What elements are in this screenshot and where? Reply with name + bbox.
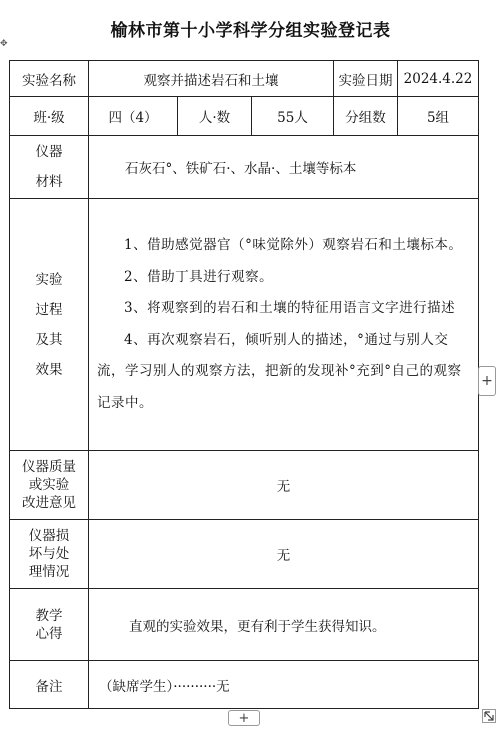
table-row bbox=[10, 661, 479, 709]
process-label-line: 实验 bbox=[35, 271, 63, 288]
process-item: 4、再次观察岩石，倾听别人的描述，°通过与别人交流，学习别人的观察方法，把新的发现补°充到°自己的观察记录中。 bbox=[97, 331, 462, 411]
materials-label-line: 仪器 bbox=[35, 144, 63, 160]
exp-name-value[interactable]: 观察并描述岩石和土壤 bbox=[89, 61, 334, 97]
process-label-line: 效果 bbox=[35, 361, 63, 378]
people-value[interactable]: 55人 bbox=[252, 97, 334, 136]
groups-label: 分组数 bbox=[334, 97, 398, 136]
materials-value[interactable]: 石灰石°、铁矿石·、水晶·、土壤等标本 bbox=[89, 136, 479, 199]
class-value[interactable]: 四（4） bbox=[89, 97, 178, 136]
add-column-button[interactable]: + bbox=[478, 366, 496, 396]
damage-value[interactable]: 无 bbox=[89, 520, 479, 589]
insight-value[interactable]: 直观的实验效果，更有利于学生获得知识。 bbox=[89, 589, 479, 661]
people-label: 人·数 bbox=[178, 97, 252, 136]
damage-label-line: 仪器损 bbox=[28, 528, 70, 544]
process-item: 2、借助丁具进行观察。 bbox=[124, 268, 274, 285]
insight-label-line: 教学 bbox=[35, 607, 63, 624]
materials-label-line: 材料 bbox=[35, 174, 63, 190]
process-label-line: 及其 bbox=[35, 331, 63, 348]
quality-label-line: 仪器质量 bbox=[22, 459, 76, 475]
table-row bbox=[10, 97, 479, 136]
exp-name-label: 实验名称 bbox=[10, 61, 89, 97]
document-title: 榆林市第十小学科学分组实验登记表 bbox=[110, 21, 391, 41]
add-row-button[interactable]: + bbox=[228, 710, 260, 726]
process-label bbox=[10, 199, 89, 451]
quality-label bbox=[10, 451, 89, 520]
table-resize-handle-icon[interactable] bbox=[482, 709, 496, 723]
insight-label bbox=[10, 589, 89, 661]
table-move-handle-icon[interactable]: ✥ bbox=[0, 39, 8, 49]
table-row bbox=[10, 451, 479, 520]
table-row bbox=[10, 589, 479, 661]
process-item: 1、借助感觉器官（°味觉除外）观察岩石和土壤标本。 bbox=[124, 237, 463, 253]
quality-label-line: 或实验 bbox=[28, 477, 70, 493]
date-label: 实验日期 bbox=[334, 61, 398, 97]
table-row bbox=[10, 136, 479, 199]
remark-label: 备注 bbox=[10, 661, 89, 709]
materials-label bbox=[10, 136, 89, 199]
experiment-record-table bbox=[9, 60, 479, 709]
remark-value[interactable]: （缺席学生）··········无 bbox=[89, 661, 479, 709]
quality-label-line: 改进意见 bbox=[22, 495, 76, 511]
table-row bbox=[10, 199, 479, 451]
class-label: 班·级 bbox=[10, 97, 89, 136]
process-value[interactable] bbox=[89, 199, 479, 451]
insight-label-line: 心得 bbox=[35, 625, 63, 642]
damage-label bbox=[10, 520, 89, 589]
process-label-line: 过程 bbox=[35, 301, 63, 318]
groups-value[interactable]: 5组 bbox=[398, 97, 479, 136]
damage-label-line: 坏与处 bbox=[28, 546, 70, 562]
process-item: 3、将观察到的岩石和土壤的特征用语言文字进行描述 bbox=[124, 300, 456, 316]
quality-value[interactable]: 无 bbox=[89, 451, 479, 520]
table-row bbox=[10, 520, 479, 589]
date-value[interactable]: 2024.4.22 bbox=[398, 61, 479, 97]
damage-label-line: 理情况 bbox=[28, 564, 70, 580]
table-row bbox=[10, 61, 479, 97]
